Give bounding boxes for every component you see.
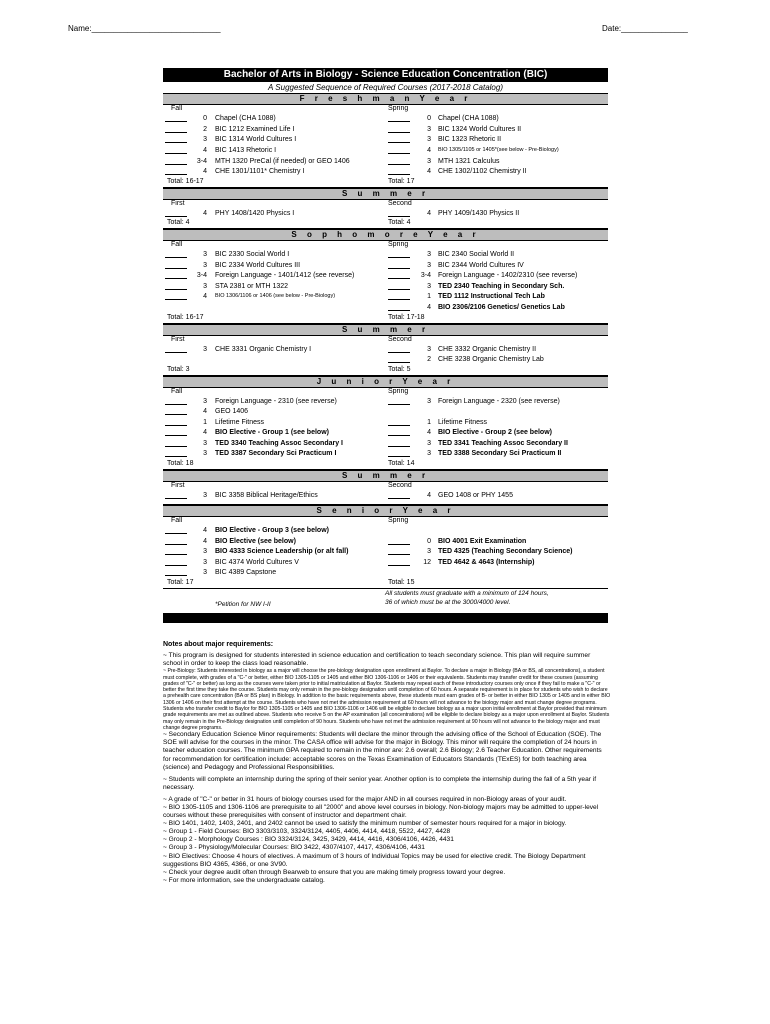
course-row bbox=[163, 271, 608, 282]
left-course-name: Chapel (CHA 1088) bbox=[215, 115, 276, 122]
right-course-hours: 4 bbox=[427, 491, 431, 499]
course-row bbox=[163, 146, 608, 157]
left-course-name: BIC 4389 Capstone bbox=[215, 569, 277, 576]
right-course-hours: 4 bbox=[427, 168, 431, 175]
left-course-hours: 4 bbox=[203, 408, 207, 415]
right-check-blank[interactable] bbox=[388, 167, 410, 175]
course-row bbox=[163, 209, 608, 220]
left-course-name: TED 3340 Teaching Assoc Secondary I bbox=[215, 439, 343, 447]
left-course-hours: 4 bbox=[203, 168, 207, 175]
note-item: ~ Secondary Education Science Minor requirements: Students will declare the minor through the advising office of the School of Education (SOE). The SOE will advise for the courses in the minor. The CASA office will advise for the major in Biology. This minor will require the completion of 24 hours in teacher education courses. The minimum GPA required to remain in the minor are: 2.6 overall; 2.6 Biology; 2.6 Teacher Education. Other requirements for recommendation for certification include: acceptable scores on the Texas Examination of Educators Standards (TExES) for both teaching area (science) and Pedagogy and Professional Responsibilities. bbox=[163, 731, 602, 771]
hours-total-row bbox=[163, 314, 608, 324]
right-course-hours: 3 bbox=[427, 345, 431, 353]
left-course-name: Lifetime Fitness bbox=[215, 418, 265, 426]
right-total: Total: 17 bbox=[388, 177, 415, 185]
left-semester-label: Fall bbox=[171, 517, 183, 524]
right-check-blank[interactable] bbox=[388, 428, 410, 436]
right-course-hours: 3 bbox=[427, 125, 431, 133]
right-check-blank[interactable] bbox=[388, 547, 410, 555]
left-course-name: BIO 4333 Science Leadership (or alt fall) bbox=[215, 548, 349, 555]
note-item: ~ Group 1 - Field Courses: BIO 3303/3103, 3324/3124, 4405, 4406, 4414, 4418, 5522, 4427, 4428 bbox=[163, 828, 451, 836]
course-row bbox=[163, 167, 608, 178]
course-row bbox=[163, 261, 608, 272]
left-course-name: BIO Elective - Group 1 (see below) bbox=[215, 429, 329, 436]
left-course-hours: 4 bbox=[203, 293, 207, 300]
grad-note-line-1: All students must graduate with a minimum of 124 hours, bbox=[385, 589, 549, 597]
left-total: Total: 3 bbox=[167, 365, 190, 373]
left-check-blank[interactable] bbox=[165, 125, 187, 133]
left-course-hours: 3-4 bbox=[196, 272, 207, 279]
left-check-blank[interactable] bbox=[165, 292, 187, 300]
right-course-hours: 4 bbox=[427, 304, 431, 311]
course-row bbox=[163, 568, 608, 579]
sheet-subtitle: A Suggested Sequence of Required Courses (2017-2018 Catalog) bbox=[268, 83, 503, 92]
right-course-hours: 1 bbox=[427, 293, 431, 300]
semester-labels bbox=[163, 200, 608, 209]
course-row bbox=[163, 135, 608, 146]
left-total: Total: 4 bbox=[167, 219, 190, 226]
right-semester-label: Spring bbox=[388, 105, 409, 112]
notes-list bbox=[163, 652, 611, 885]
course-row bbox=[163, 547, 608, 558]
left-semester-label: First bbox=[171, 335, 185, 343]
section-header: S e n i o r Y e a r bbox=[163, 505, 608, 517]
course-row bbox=[163, 345, 608, 356]
left-course-name: TED 3387 Secondary Sci Practicum I bbox=[215, 450, 337, 457]
right-semester-label: Spring bbox=[388, 517, 409, 524]
note-item: ~ For more information, see the undergraduate catalog. bbox=[163, 876, 325, 884]
left-course-name: CHE 1301/1101* Chemistry I bbox=[215, 168, 305, 175]
left-course-hours: 2 bbox=[203, 125, 207, 133]
right-course-name: MTH 1321 Calculus bbox=[438, 157, 500, 165]
left-course-hours: 3 bbox=[203, 261, 207, 269]
left-check-blank[interactable] bbox=[165, 146, 187, 154]
semester-labels bbox=[163, 517, 608, 526]
left-course-hours: 4 bbox=[203, 146, 207, 154]
left-course-hours: 3 bbox=[203, 397, 207, 405]
right-check-blank[interactable] bbox=[388, 157, 410, 165]
note-item: ~ BIO 1401, 1402, 1403, 2401, and 2402 cannot be used to satisfy the minimum number of semester hours required for a major in biology. bbox=[163, 820, 567, 828]
section-header: F r e s h m a n Y e a r bbox=[163, 93, 608, 105]
left-check-blank[interactable] bbox=[165, 418, 187, 426]
right-course-name: BIO Elective - Group 2 (see below) bbox=[438, 429, 552, 436]
right-check-blank[interactable] bbox=[388, 397, 410, 405]
left-course-hours: 3 bbox=[203, 439, 207, 447]
left-check-blank[interactable] bbox=[165, 439, 187, 447]
semester-labels bbox=[163, 241, 608, 250]
note-item: ~ A grade of "C-" or better in 31 hours of biology courses used for the major AND in all courses required in non-Biology areas of your audit. bbox=[163, 795, 567, 803]
left-course-name: Foreign Language - 1401/1412 (see reverse) bbox=[215, 272, 355, 279]
right-course-hours: 3 bbox=[427, 282, 431, 290]
left-course-name: BIC 1314 World Cultures I bbox=[215, 136, 297, 143]
right-check-blank[interactable] bbox=[388, 292, 410, 300]
right-course-name: CHE 3238 Organic Chemistry Lab bbox=[438, 356, 544, 363]
right-semester-label: Second bbox=[388, 199, 412, 207]
semester-labels bbox=[163, 105, 608, 114]
right-check-blank[interactable] bbox=[388, 418, 410, 426]
left-course-name: Foreign Language - 2310 (see reverse) bbox=[215, 397, 337, 405]
right-course-name: CHE 3332 Organic Chemistry II bbox=[438, 345, 537, 353]
left-course-hours: 1 bbox=[203, 418, 207, 426]
course-row bbox=[163, 397, 608, 408]
right-course-hours: 3 bbox=[427, 136, 431, 143]
right-total: Total: 14 bbox=[388, 459, 415, 467]
date-field-label: Date:_______________ bbox=[602, 24, 688, 33]
left-course-name: PHY 1408/1420 Physics I bbox=[215, 209, 295, 217]
right-course-hours: 0 bbox=[427, 115, 431, 122]
left-course-hours: 4 bbox=[203, 537, 207, 545]
section-header: S u m m e r bbox=[163, 324, 608, 336]
left-semester-label: Fall bbox=[171, 105, 183, 112]
section-header: S o p h o m o r e Y e a r bbox=[163, 229, 608, 241]
right-check-blank[interactable] bbox=[388, 125, 410, 133]
course-row bbox=[163, 292, 608, 303]
left-semester-label: Fall bbox=[171, 241, 183, 248]
section-header: J u n i o r Y e a r bbox=[163, 376, 608, 388]
course-row bbox=[163, 558, 608, 569]
right-check-blank[interactable] bbox=[388, 114, 410, 122]
right-check-blank[interactable] bbox=[388, 439, 410, 447]
right-course-hours: 0 bbox=[427, 537, 431, 545]
right-course-name: Chapel (CHA 1088) bbox=[438, 115, 499, 122]
right-course-name: Foreign Language - 2320 (see reverse) bbox=[438, 397, 560, 405]
semester-labels bbox=[163, 388, 608, 397]
left-course-name: BIC 2334 World Cultures III bbox=[215, 261, 301, 269]
right-check-blank[interactable] bbox=[388, 209, 410, 217]
notes-heading: Notes about major requirements: bbox=[163, 641, 274, 648]
divider-bar bbox=[163, 613, 608, 623]
left-course-hours: 3 bbox=[203, 548, 207, 555]
left-course-hours: 0 bbox=[203, 115, 207, 122]
left-check-blank[interactable] bbox=[165, 167, 187, 175]
right-check-blank[interactable] bbox=[388, 135, 410, 143]
right-course-name: Foreign Language - 1402/2310 (see reverse) bbox=[438, 272, 578, 279]
note-item: ~ BIO Electives: Choose 4 hours of electives. A maximum of 3 hours of Individual Topics may be used for elective credit. The Biology Department suggestions BIO 4365, 4366, or one 3V90. bbox=[163, 852, 586, 868]
right-total: Total: 5 bbox=[388, 365, 411, 373]
right-course-name: TED 4642 & 4643 (Internship) bbox=[438, 558, 535, 566]
left-course-name: MTH 1320 PreCal (if needed) or GEO 1406 bbox=[215, 157, 350, 165]
right-course-hours: 3 bbox=[427, 397, 431, 405]
left-check-blank[interactable] bbox=[165, 282, 187, 290]
right-course-hours: 4 bbox=[427, 429, 431, 436]
left-course-hours: 3 bbox=[203, 569, 207, 576]
right-check-blank[interactable] bbox=[388, 345, 410, 353]
left-check-blank[interactable] bbox=[165, 449, 187, 457]
left-semester-label: First bbox=[171, 481, 185, 489]
left-check-blank[interactable] bbox=[165, 407, 187, 415]
left-course-hours: 3 bbox=[203, 282, 207, 290]
right-check-blank[interactable] bbox=[388, 250, 410, 258]
right-course-hours: 4 bbox=[427, 209, 431, 217]
left-check-blank[interactable] bbox=[165, 526, 187, 534]
hours-total-row bbox=[163, 579, 608, 589]
right-check-blank[interactable] bbox=[388, 146, 410, 154]
right-course-hours: 4 bbox=[427, 146, 431, 154]
left-check-blank[interactable] bbox=[165, 547, 187, 555]
note-item: ~ Students will complete an internship during the spring of their senior year. Another option is to complete the internship during the fall of a 5th year if necessary. bbox=[163, 775, 597, 791]
course-row bbox=[163, 114, 608, 125]
right-course-hours: 3 bbox=[427, 450, 431, 457]
right-course-hours: 2 bbox=[427, 356, 431, 363]
right-check-blank[interactable] bbox=[388, 537, 410, 545]
course-row bbox=[163, 418, 608, 429]
graduation-notice bbox=[163, 589, 608, 611]
note-item: ~ Pre-Biology: Students interested in biology as a major will choose the pre-biology designation upon enrollment at Baylor. To declare a major in Biology (BA or BS, all concentrations), a student must complete, with grades of a "C-" or better, either BIO 1305-1105 or 1405 and either BIO 1306-1106 or 1406 or their equivalents. Students may transfer credit for these courses (assuming grades of "C-" or better) as long as the courses were taken prior to initial matriculation at Baylor. Students may repeat each of these introductory courses only once if they fail to make a "C-" or better the first time they take the course. Students may only remain in the pre-biology designation until completion of 60 hours. A separate requirement is in place for students who wish to declare a prehealth care concentration (BA or BS plan) in Biology. In addition to the basic requirements above, these students must earn grades of B- or better in either BIO 1305 or 1405 and in either BIO 1306 or 1406 on their first attempt at the course. Students who have not met the admission requirement at 60 hours will not advance to the biology major and must change degree programs. Students who transfer credit to Baylor for BIO 1305-1105 or 1405 and BIO 1306-1106 or 1406 will be eligible to declare biology as a major upon initial enrollment at Baylor provided that minimum grade requirements are met as outlined above. Students who receive 5 on the AP examination (all concentrations) will be eligible to declare biology as a major upon enrollment at Baylor. Students may only remain in the Pre-Biology designation until completion of 90 hours. Students who have not met the admission requirement at 90 hours will not advance to the biology major and must change degree programs. bbox=[163, 668, 611, 731]
petition-note: *Petition for NW I-II bbox=[215, 600, 271, 608]
left-course-name: GEO 1406 bbox=[215, 408, 249, 415]
left-check-blank[interactable] bbox=[165, 114, 187, 122]
note-item: ~ Check your degree audit often through Bearweb to ensure that you are making timely progress toward your degree. bbox=[163, 868, 506, 876]
hours-total-row bbox=[163, 366, 608, 376]
right-course-hours: 3-4 bbox=[420, 272, 431, 279]
course-row bbox=[163, 526, 608, 537]
right-course-hours: 3 bbox=[427, 251, 431, 258]
semester-labels bbox=[163, 482, 608, 491]
course-sequence-sheet bbox=[163, 68, 608, 623]
right-course-name: Lifetime Fitness bbox=[438, 418, 488, 426]
left-course-hours: 3 bbox=[203, 136, 207, 143]
left-course-name: BIC 4374 World Cultures V bbox=[215, 558, 299, 566]
left-total: Total: 16-17 bbox=[167, 313, 204, 321]
course-row bbox=[163, 449, 608, 460]
left-total: Total: 16-17 bbox=[167, 177, 204, 185]
course-row bbox=[163, 282, 608, 293]
right-course-name: TED 2340 Teaching in Secondary Sch. bbox=[438, 282, 565, 290]
left-course-name: BIC 1413 Rhetoric I bbox=[215, 146, 277, 154]
right-course-hours: 3 bbox=[427, 548, 431, 555]
right-check-blank[interactable] bbox=[388, 491, 410, 499]
right-semester-label: Spring bbox=[388, 241, 409, 248]
right-course-name: TED 4325 (Teaching Secondary Science) bbox=[438, 548, 573, 555]
right-check-blank[interactable] bbox=[388, 449, 410, 457]
left-total: Total: 18 bbox=[167, 459, 194, 467]
left-check-blank[interactable] bbox=[165, 261, 187, 269]
right-course-name: BIC 2340 Social World II bbox=[438, 251, 515, 258]
left-check-blank[interactable] bbox=[165, 491, 187, 499]
course-row bbox=[163, 537, 608, 548]
note-item: ~ BIO 1305-1105 and 1306-1106 are prerequisite to all "2000" and above level courses in biology. Non-biology majors may be admitted to upper-level courses without these prerequisites with consent of instructor and department chair. bbox=[163, 804, 599, 820]
section-header: S u m m e r bbox=[163, 470, 608, 482]
major-requirements-notes bbox=[163, 641, 611, 885]
left-course-hours: 3 bbox=[203, 491, 207, 499]
right-course-hours: 3 bbox=[427, 261, 431, 269]
left-check-blank[interactable] bbox=[165, 558, 187, 566]
right-course-name: BIO 2306/2106 Genetics/ Genetics Lab bbox=[438, 304, 565, 311]
right-course-hours: 1 bbox=[427, 418, 431, 426]
left-check-blank[interactable] bbox=[165, 345, 187, 353]
right-course-hours: 12 bbox=[423, 558, 431, 566]
left-total: Total: 17 bbox=[167, 578, 194, 586]
left-course-hours: 4 bbox=[203, 209, 207, 217]
right-total: Total: 15 bbox=[388, 578, 415, 586]
hours-total-row bbox=[163, 460, 608, 470]
course-row bbox=[163, 428, 608, 439]
right-course-name: GEO 1408 or PHY 1455 bbox=[438, 491, 513, 499]
right-course-name: TED 3388 Secondary Sci Practicum II bbox=[438, 450, 562, 457]
left-course-hours: 3 bbox=[203, 558, 207, 566]
right-course-hours: 3 bbox=[427, 439, 431, 447]
right-course-name: BIO 4001 Exit Examination bbox=[438, 537, 527, 545]
right-semester-label: Spring bbox=[388, 387, 409, 395]
left-check-blank[interactable] bbox=[165, 157, 187, 165]
left-course-name: BIO Elective - Group 3 (see below) bbox=[215, 527, 329, 534]
right-course-name: TED 1112 Instructional Tech Lab bbox=[438, 293, 545, 300]
right-semester-label: Second bbox=[388, 481, 412, 489]
hours-total-row bbox=[163, 178, 608, 188]
left-check-blank[interactable] bbox=[165, 271, 187, 279]
right-course-name: PHY 1409/1430 Physics II bbox=[438, 209, 520, 217]
course-row bbox=[163, 157, 608, 168]
year-sections bbox=[163, 93, 608, 589]
grad-note-line-2: 36 of which must be at the 3000/4000 level. bbox=[385, 598, 511, 606]
right-course-hours: 3 bbox=[427, 157, 431, 165]
right-course-name: CHE 1302/1102 Chemistry II bbox=[438, 168, 527, 175]
left-course-hours: 3 bbox=[203, 450, 207, 457]
left-course-name: BIC 2330 Social World I bbox=[215, 251, 290, 258]
course-row bbox=[163, 355, 608, 366]
left-course-name: BIO 1306/1106 or 1406 (see below - Pre-Biology) bbox=[215, 293, 336, 299]
right-course-name: BIC 1323 Rhetoric II bbox=[438, 136, 502, 143]
left-course-name: BIO Elective (see below) bbox=[215, 537, 296, 545]
left-check-blank[interactable] bbox=[165, 209, 187, 217]
note-item: ~ This program is designed for students interested in science education and certification to teach secondary science. This plan will require summer school in order to keep the class load reasonable. bbox=[163, 652, 591, 668]
right-course-name: BIC 2344 World Cultures IV bbox=[438, 261, 524, 269]
course-row bbox=[163, 491, 608, 502]
left-check-blank[interactable] bbox=[165, 250, 187, 258]
course-row bbox=[163, 303, 608, 314]
left-semester-label: Fall bbox=[171, 387, 183, 395]
right-semester-label: Second bbox=[388, 335, 412, 343]
left-course-hours: 3-4 bbox=[196, 157, 207, 165]
course-row bbox=[163, 125, 608, 136]
right-check-blank[interactable] bbox=[388, 282, 410, 290]
right-check-blank[interactable] bbox=[388, 271, 410, 279]
left-course-name: STA 2381 or MTH 1322 bbox=[215, 282, 289, 290]
left-check-blank[interactable] bbox=[165, 135, 187, 143]
left-course-name: BIC 3358 Biblical Heritage/Ethics bbox=[215, 491, 318, 499]
sheet-title: Bachelor of Arts in Biology - Science Education Concentration (BIC) bbox=[163, 68, 608, 82]
course-row bbox=[163, 439, 608, 450]
right-check-blank[interactable] bbox=[388, 261, 410, 269]
right-course-name: BIO 1305/1105 or 1405*(see below - Pre-Biology) bbox=[438, 146, 559, 153]
left-check-blank[interactable] bbox=[165, 568, 187, 576]
right-course-name: TED 3341 Teaching Assoc Secondary II bbox=[438, 439, 568, 447]
section-header: S u m m e r bbox=[163, 188, 608, 200]
right-total: Total: 17-18 bbox=[388, 313, 425, 321]
right-course-name: BIC 1324 World Cultures II bbox=[438, 125, 522, 133]
left-check-blank[interactable] bbox=[165, 397, 187, 405]
left-check-blank[interactable] bbox=[165, 537, 187, 545]
semester-labels bbox=[163, 336, 608, 345]
right-total: Total: 4 bbox=[388, 219, 411, 226]
name-field-label: Name:_____________________________ bbox=[68, 24, 221, 33]
left-course-name: CHE 3331 Organic Chemistry I bbox=[215, 345, 312, 353]
left-semester-label: First bbox=[171, 199, 185, 207]
hours-total-row bbox=[163, 219, 608, 229]
left-course-hours: 4 bbox=[203, 429, 207, 436]
course-row bbox=[163, 407, 608, 418]
left-course-hours: 3 bbox=[203, 345, 207, 353]
right-check-blank[interactable] bbox=[388, 355, 410, 363]
right-check-blank[interactable] bbox=[388, 303, 410, 311]
left-check-blank[interactable] bbox=[165, 428, 187, 436]
right-check-blank[interactable] bbox=[388, 558, 410, 566]
note-item: ~ Group 2 - Morphology Courses : BIO 3324/3124, 3425, 3429, 4414, 4416, 4306/4106, 4426, 4431 bbox=[163, 836, 454, 844]
left-course-hours: 4 bbox=[203, 527, 207, 534]
left-course-name: BIC 1212 Examined Life I bbox=[215, 125, 295, 133]
note-item: ~ Group 3 - Physiology/Molecular Courses: BIO 3422, 4307/4107, 4417, 4306/4106, 4431 bbox=[163, 844, 425, 852]
course-row bbox=[163, 250, 608, 261]
left-course-hours: 3 bbox=[203, 251, 207, 258]
